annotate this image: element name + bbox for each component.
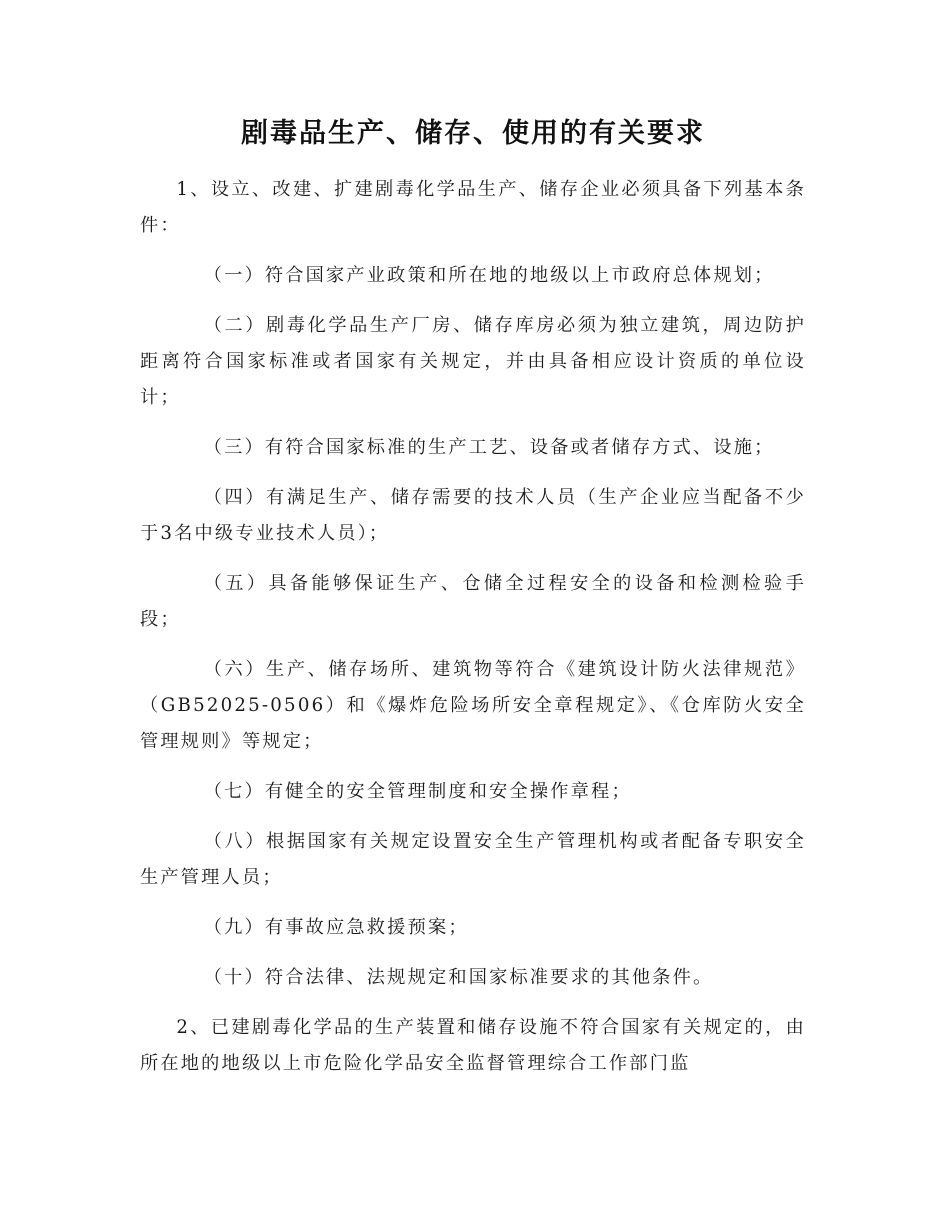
paragraph-clause-2: （二）剧毒化学品生产厂房、储存库房必须为独立建筑，周边防护距离符合国家标准或者国家有关规定，并由具备相应设计资质的单位设计； (140, 315, 806, 408)
paragraph-item-2: 2、已建剧毒化学品的生产装置和储存设施不符合国家有关规定的，由所在地的地级以上市危险化学品安全监督管理综合工作部门监 (140, 1017, 806, 1074)
paragraph-clause-1: （一）符合国家产业政策和所在地的地级以上市政府总体规划； (203, 265, 775, 286)
paragraph-clause-8: （八）根据国家有关规定设置安全生产管理机构或者配备专职安全生产管理人员； (140, 831, 806, 888)
document-page (140, 110, 806, 1096)
paragraph-item-1: 1、设立、改建、扩建剧毒化学品生产、储存企业必须具备下列基本条件： (140, 179, 806, 236)
paragraph-clause-9: （九）有事故应急救援预案； (203, 917, 469, 938)
paragraph-clause-10: （十）符合法律、法规规定和国家标准要求的其他条件。 (203, 967, 714, 988)
paragraph-clause-4: （四）有满足生产、储存需要的技术人员（生产企业应当配备不少于3名中级专业技术人员）； (140, 487, 806, 544)
paragraph-clause-6: （六）生产、储存场所、建筑物等符合《建筑设计防火法律规范》（GB52025-0506）和《爆炸危险场所安全章程规定》、《仓库防火安全管理规则》等规定； (140, 659, 806, 752)
paragraph-clause-5: （五）具备能够保证生产、仓储全过程安全的设备和检测检验手段； (140, 573, 806, 630)
document-title: 剧毒品生产、储存、使用的有关要求 (241, 118, 705, 149)
paragraph-clause-7: （七）有健全的安全管理制度和安全操作章程； (203, 781, 632, 802)
paragraph-clause-3: （三）有符合国家标准的生产工艺、设备或者储存方式、设施； (203, 437, 775, 458)
